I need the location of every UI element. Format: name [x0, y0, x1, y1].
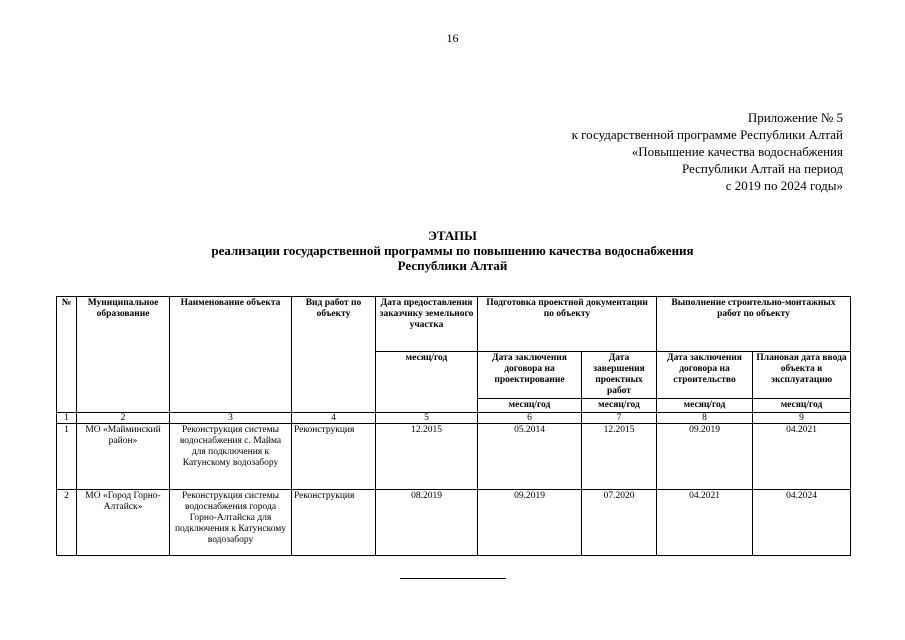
row-num: 1: [57, 424, 77, 490]
header-num: №: [57, 297, 77, 413]
page-number: 16: [446, 31, 459, 45]
column-number: 7: [582, 413, 657, 424]
column-number: 5: [376, 413, 478, 424]
row-construction-contract: 04.2021: [657, 490, 753, 556]
header-object-name: Наименование объекта: [170, 297, 292, 413]
column-number: 6: [478, 413, 582, 424]
row-object-name: Реконструкция системы водоснабжения города Горно-Алтайска для подключения к Катунскому водозабору: [170, 490, 292, 556]
header-unit: месяц/год: [753, 399, 851, 413]
column-number: 1: [57, 413, 77, 424]
column-number: 9: [753, 413, 851, 424]
row-num: 2: [57, 490, 77, 556]
title-line: реализации государственной программы по повышению качества водоснабжения: [211, 243, 694, 258]
column-number: 8: [657, 413, 753, 424]
column-number: 4: [292, 413, 376, 424]
header-construction-group: Выполнение строительно-монтажных работ по объекту: [657, 297, 851, 352]
row-commissioning: 04.2021: [753, 424, 851, 490]
appendix-line: к государственной программе Республики Алтай: [571, 127, 843, 142]
appendix-line: Приложение № 5: [747, 110, 843, 125]
row-commissioning: 04.2024: [753, 490, 851, 556]
title-line: Республики Алтай: [397, 258, 508, 273]
row-work-type: Реконструкция: [292, 424, 376, 490]
appendix-line: Республики Алтай на период: [681, 161, 843, 176]
appendix-line: «Повышение качества водоснабжения: [631, 144, 843, 159]
header-work-type: Вид работ по объекту: [292, 297, 376, 413]
header-design-group: Подготовка проектной документации по объекту: [478, 297, 657, 352]
appendix-line: с 2019 по 2024 годы»: [725, 178, 843, 193]
header-land-date: Дата предоставления заказчику земельного участка: [376, 297, 478, 352]
document-title: [0, 228, 905, 273]
row-municipality: МО «Город Горно-Алтайск»: [77, 490, 170, 556]
title-line: ЭТАПЫ: [428, 228, 477, 243]
column-number: 2: [77, 413, 170, 424]
row-object-name: Реконструкция системы водоснабжения с. Майма для подключения к Катунскому водозабору: [170, 424, 292, 490]
table-row: [57, 490, 851, 556]
stages-table: [56, 296, 851, 556]
row-land-date: 12.2015: [376, 424, 478, 490]
header-municipality: Муниципальное образование: [77, 297, 170, 413]
header-commissioning: Плановая дата ввода объекта в эксплуатацию: [753, 352, 851, 399]
column-number-row: [57, 413, 851, 424]
appendix-caption: [572, 109, 843, 194]
header-unit: месяц/год: [657, 399, 753, 413]
header-row: [57, 297, 851, 352]
row-design-completion: 12.2015: [582, 424, 657, 490]
column-number: 3: [170, 413, 292, 424]
row-design-contract: 09.2019: [478, 490, 582, 556]
footer-rule: [400, 578, 506, 579]
row-construction-contract: 09.2019: [657, 424, 753, 490]
header-design-completion: Дата завершения проектных работ: [582, 352, 657, 399]
row-land-date: 08.2019: [376, 490, 478, 556]
row-design-contract: 05.2014: [478, 424, 582, 490]
header-construction-contract: Дата заключения договора на строительство: [657, 352, 753, 399]
row-municipality: МО «Майминский район»: [77, 424, 170, 490]
table-row: [57, 424, 851, 490]
header-unit: месяц/год: [582, 399, 657, 413]
header-design-contract: Дата заключения договора на проектирование: [478, 352, 582, 399]
header-unit: месяц/год: [478, 399, 582, 413]
row-design-completion: 07.2020: [582, 490, 657, 556]
header-land-date-unit: месяц/год: [376, 352, 478, 413]
row-work-type: Реконструкция: [292, 490, 376, 556]
